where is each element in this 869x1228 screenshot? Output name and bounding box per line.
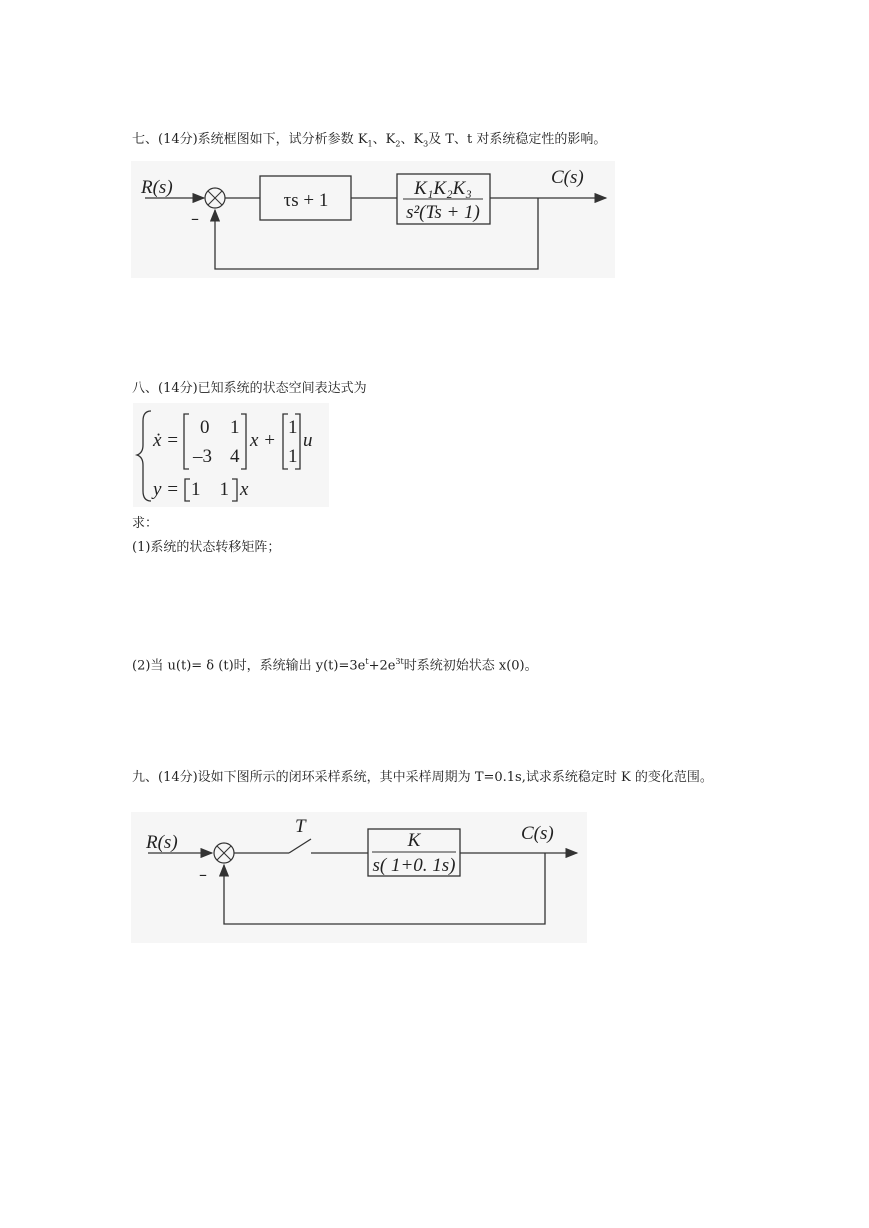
q7-block-diagram <box>131 161 615 278</box>
q9-sampler-switch <box>289 839 311 853</box>
q8-a12: 1 <box>230 417 240 438</box>
q8-a11: 0 <box>200 417 210 438</box>
q9-minus-sign: – <box>199 865 207 884</box>
q8-a21: –3 <box>193 446 212 467</box>
q8-ask: 求： <box>132 516 159 531</box>
q8-part2-a: (2)当 u(t)= δ (t)时，系统输出 y(t)=3e <box>132 658 366 674</box>
q9-plant-denominator: s( 1+0. 1s) <box>372 855 456 876</box>
q7-block-plant-numerator: K₁K₂K₃ <box>414 178 472 199</box>
q7-title-suffix: 及 T、t 对系统稳定性的影响。 <box>428 132 607 147</box>
q8-part2-c: 时系统初始状态 x(0)。 <box>403 658 538 674</box>
q8-title: 八、(14分)已知系统的状态空间表达式为 <box>132 381 367 396</box>
q7-minus-sign: – <box>191 209 199 228</box>
q8-plus-x: x + <box>250 430 277 451</box>
q7-title <box>132 131 606 154</box>
q7-title-prefix: 七、(14分)系统框图如下，试分析参数 K <box>132 132 368 147</box>
q7-block-lead-text: τs + 1 <box>283 190 329 211</box>
q7-k2-sub: 2 <box>395 139 401 149</box>
q7-output-label: C(s) <box>551 167 584 188</box>
q8-b2: 1 <box>288 446 298 467</box>
q9-title: 九、(14分)设如下图所示的闭环采样系统，其中采样周期为 T=0.1s,试求系统稳定时 K 的变化范围。 <box>132 770 713 785</box>
q9-plant-numerator: K <box>407 830 421 851</box>
q7-sep2: 、K <box>400 132 424 147</box>
q8-part2-exp1: t <box>365 657 369 666</box>
q8-b1: 1 <box>288 417 298 438</box>
q9-block-diagram <box>131 812 587 943</box>
q7-sep1: 、K <box>372 132 396 147</box>
q8-part2-exp2: 3t <box>395 657 404 666</box>
q9-input-label: R(s) <box>146 832 178 853</box>
q8-system-brace <box>137 411 151 501</box>
q8-a22: 4 <box>230 446 240 467</box>
q8-part1: (1)系统的状态转移矩阵； <box>132 540 281 555</box>
q9-sampler-label: T <box>295 816 306 837</box>
q7-k1-sub: 1 <box>367 139 373 149</box>
q8-y: y = <box>153 479 180 500</box>
q8-x: x <box>240 479 249 500</box>
q7-input-label: R(s) <box>141 177 173 198</box>
q8-u: u <box>303 430 313 451</box>
q8-part2-b: +2e <box>368 658 396 674</box>
q8-part2 <box>132 653 538 675</box>
q9-output-label: C(s) <box>521 823 554 844</box>
q7-block-plant-denominator: s²(Ts + 1) <box>406 202 480 223</box>
q8-xdot: ẋ = <box>153 430 180 451</box>
q7-k3-sub: 3 <box>423 139 429 149</box>
q8-state-space-equation <box>133 403 329 507</box>
q8-c-matrix: 1 1 <box>191 479 229 500</box>
